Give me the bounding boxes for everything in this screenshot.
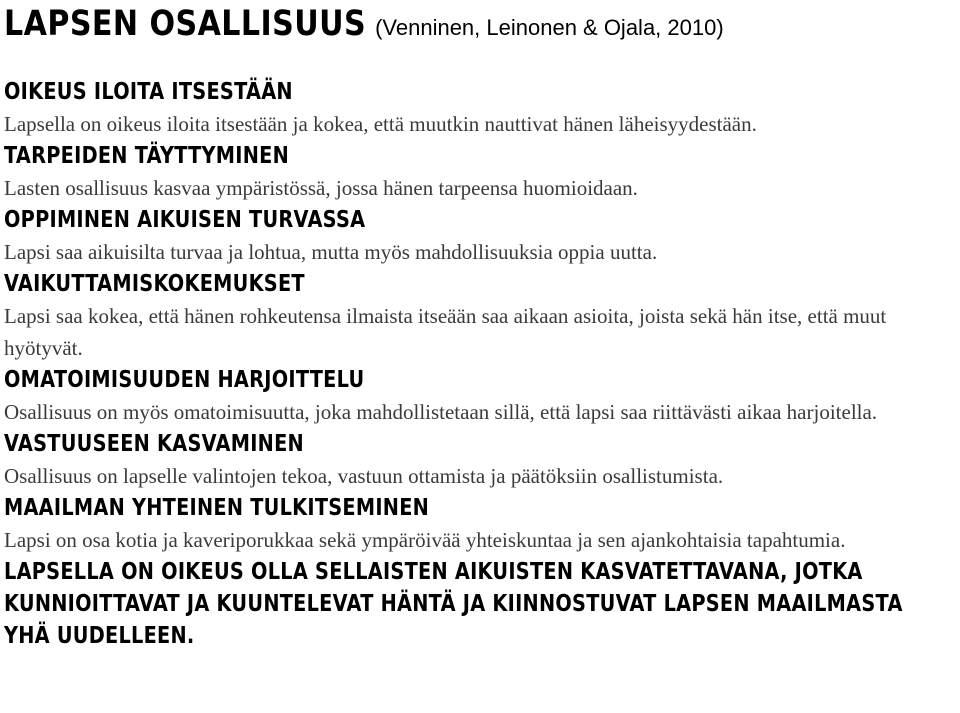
section-heading: TARPEIDEN TÄYTTYMINEN	[4, 143, 289, 169]
section-text: Lapsi saa kokea, että hänen rohkeutensa ilmaista itseään saa aikaan asioita, joista sekä hän itse, että muut hyötyvät.	[4, 304, 887, 360]
section-heading: VASTUUSEEN KASVAMINEN	[4, 431, 304, 457]
section-text: Lapsi on osa kotia ja kaveriporukkaa sekä ympäröivää yhteiskuntaa ja sen ajankohtaisia tapahtumia.	[4, 528, 846, 552]
closing-statement: LAPSELLA ON OIKEUS OLLA SELLAISTEN AIKUISTEN KASVATETTAVANA, JOTKA KUNNIOITTAVAT JA KUUNTELEVAT HÄNTÄ JA KIINNOSTUVAT LAPSEN MAAILMASTA YHÄ UUDELLEEN.	[4, 559, 903, 649]
section-heading: MAAILMAN YHTEINEN TULKITSEMINEN	[4, 495, 430, 521]
slide-title: LAPSEN OSALLISUUS	[4, 4, 367, 44]
section-text: Lapsella on oikeus iloita itsestään ja kokea, että muutkin nauttivat hänen läheisyydestään.	[4, 112, 757, 136]
title-row	[4, 0, 958, 44]
section-vastuuseen-kasvaminen	[4, 428, 958, 492]
section-heading: OIKEUS ILOITA ITSESTÄÄN	[4, 79, 293, 105]
citation: (Venninen, Leinonen & Ojala, 2010)	[375, 15, 724, 40]
section-text: Lasten osallisuus kasvaa ympäristössä, jossa hänen tarpeensa huomioidaan.	[4, 176, 638, 200]
section-omatoimisuus	[4, 364, 958, 428]
section-heading: OMATOIMISUUDEN HARJOITTELU	[4, 367, 365, 393]
section-oikeus-iloita	[4, 76, 958, 140]
section-oppiminen	[4, 204, 958, 268]
section-text: Osallisuus on lapselle valintojen tekoa, vastuun ottamista ja päätöksiin osallistumista.	[4, 464, 724, 488]
section-tarpeiden-tayttyminen	[4, 140, 958, 204]
spacer	[4, 44, 958, 76]
section-vaikuttamiskokemukset	[4, 268, 958, 364]
section-heading: VAIKUTTAMISKOKEMUKSET	[4, 271, 305, 297]
section-heading: OPPIMINEN AIKUISEN TURVASSA	[4, 207, 366, 233]
section-maailman-tulkitseminen	[4, 492, 958, 556]
section-text: Lapsi saa aikuisilta turvaa ja lohtua, mutta myös mahdollisuuksia oppia uutta.	[4, 240, 658, 264]
section-text: Osallisuus on myös omatoimisuutta, joka mahdollistetaan sillä, että lapsi saa riittävästi aikaa harjoitella.	[4, 400, 878, 424]
